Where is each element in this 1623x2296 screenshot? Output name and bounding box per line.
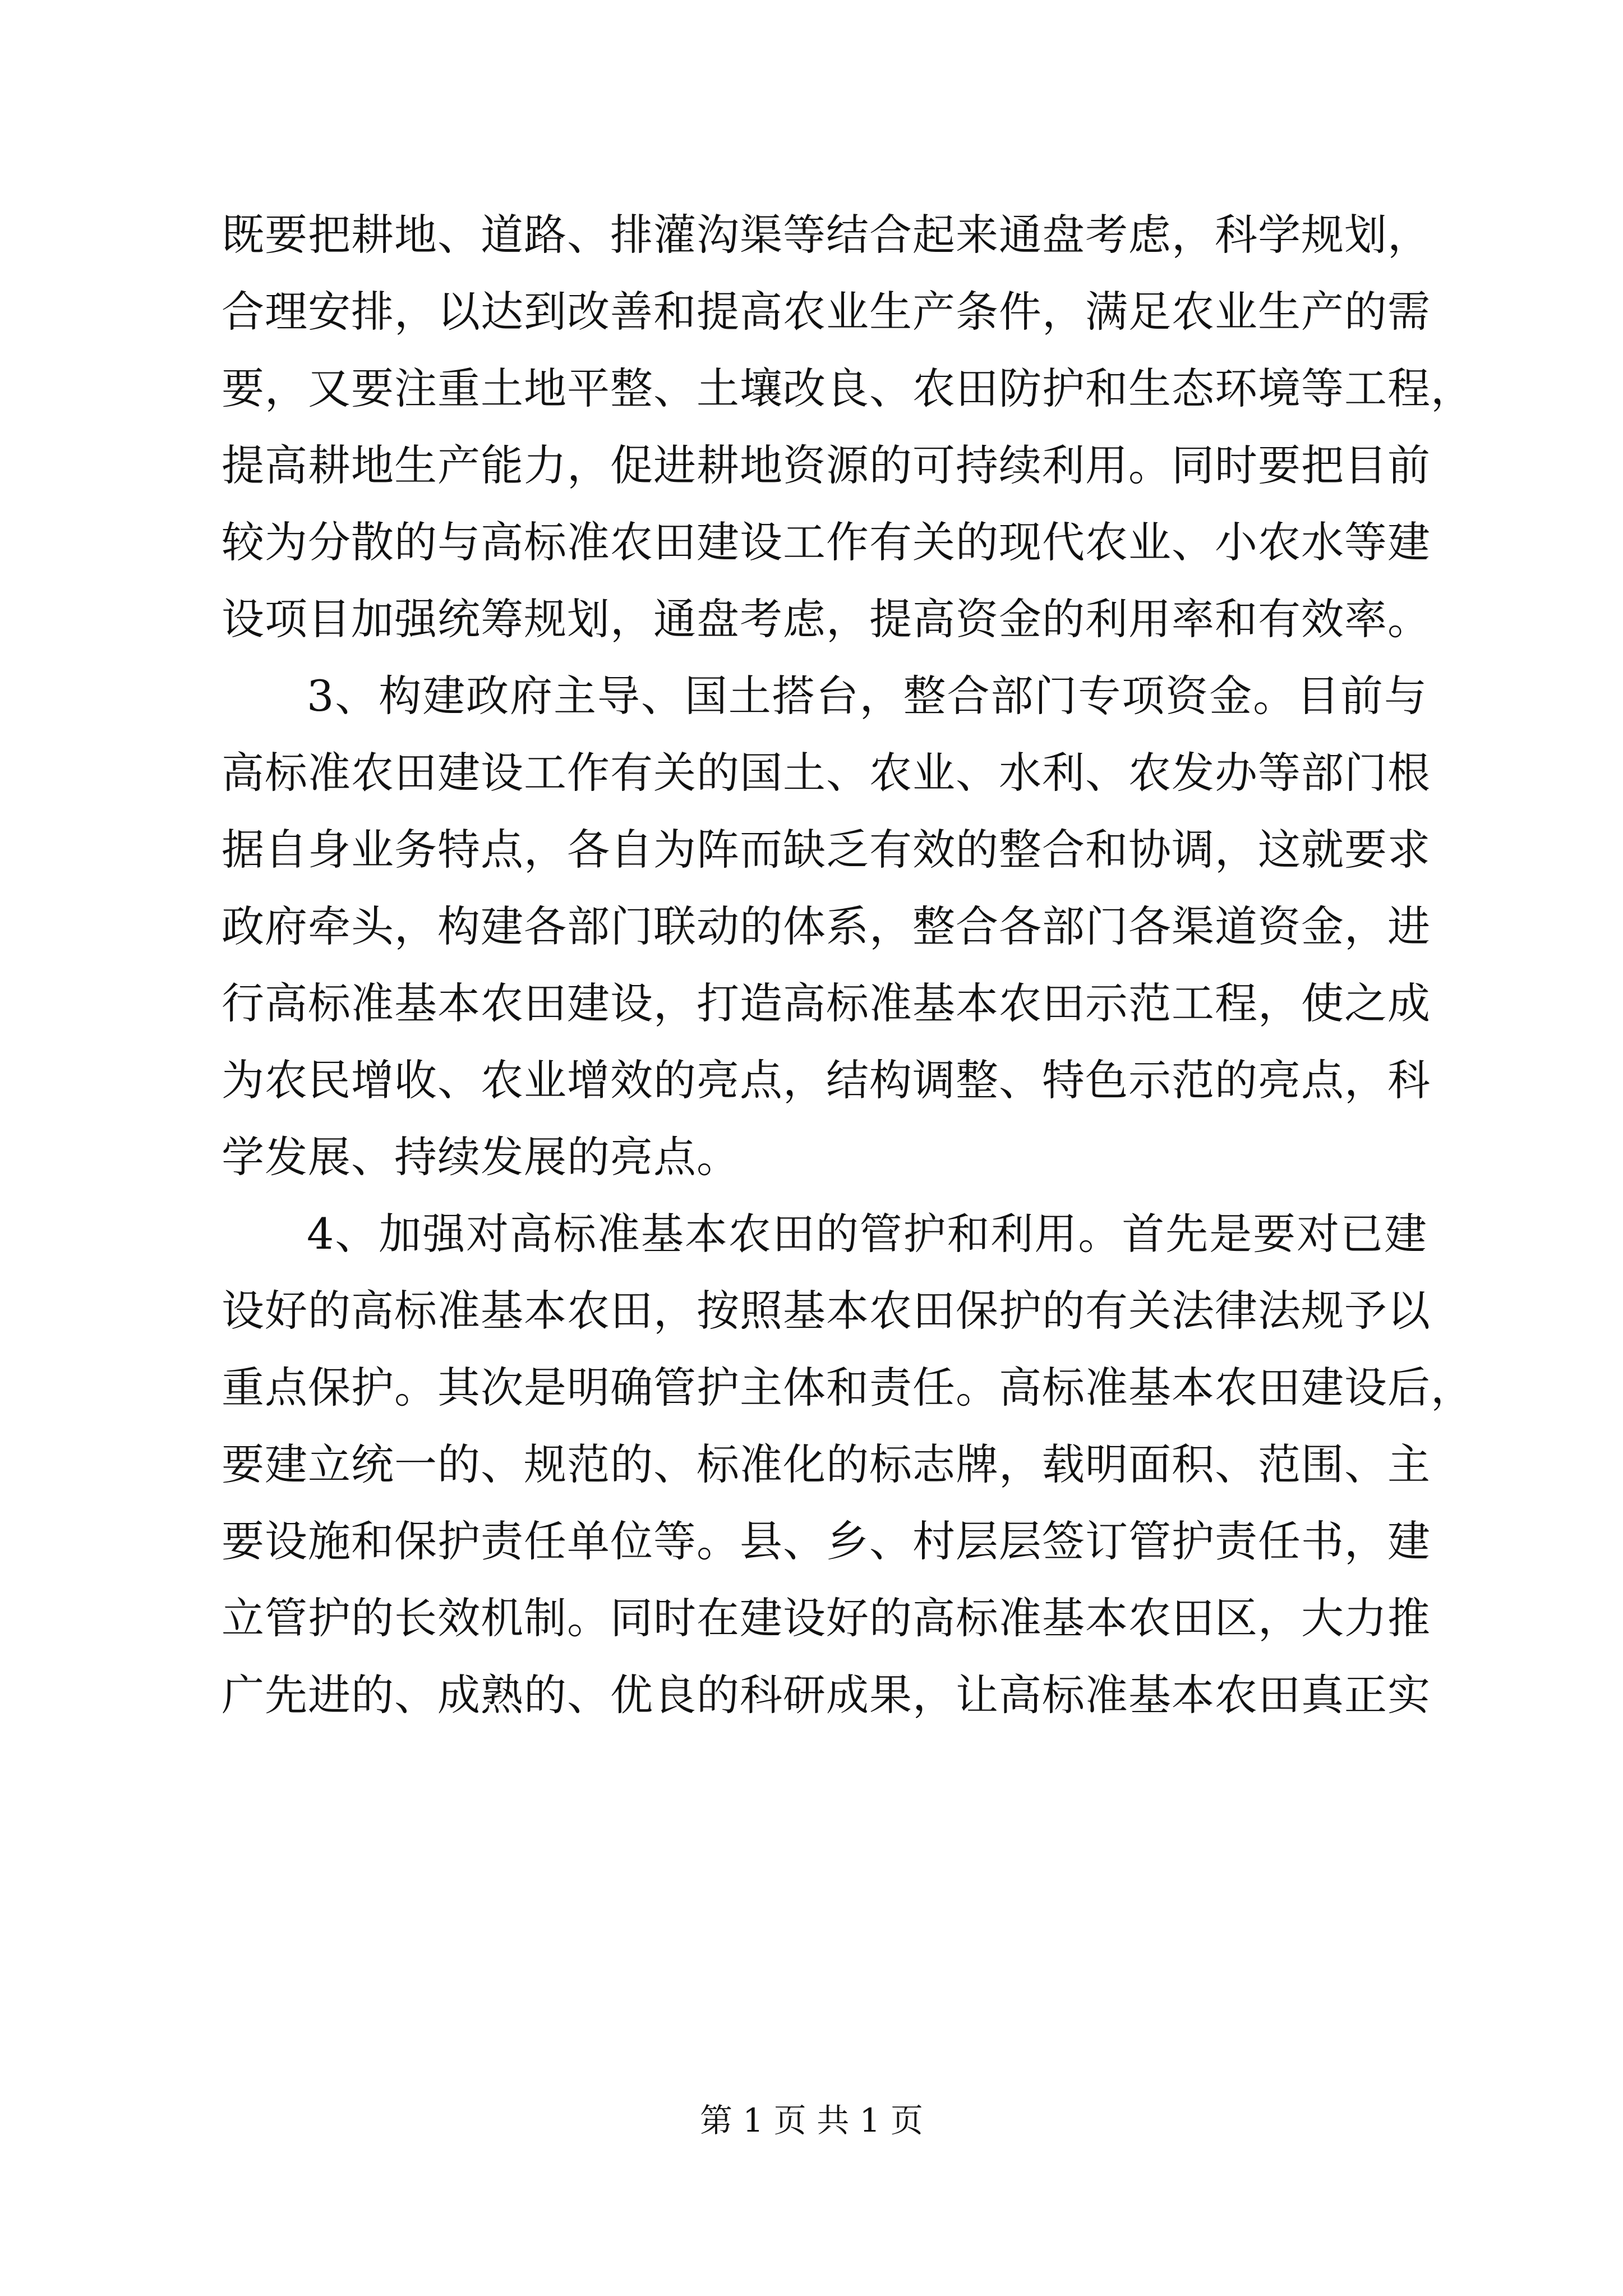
page-number-label: 第 1 页 共 1 页: [700, 2101, 923, 2139]
text-line: 政府牵头，构建各部门联动的体系，整合各部门各渠道资金，进: [222, 901, 1431, 951]
text-line: 较为分散的与高标准农田建设工作有关的现代农业、小农水等建: [222, 517, 1431, 567]
text-line: 广先进的、成熟的、优良的科研成果，让高标准基本农田真正实: [222, 1670, 1431, 1720]
text-line: 设好的高标准基本农田，按照基本农田保护的有关法律法规予以: [222, 1286, 1431, 1336]
text-line: 合理安排，以达到改善和提高农业生产条件，满足农业生产的需: [222, 287, 1431, 337]
text-line: 重点保护。其次是明确管护主体和责任。高标准基本农田建设后，: [222, 1363, 1474, 1412]
body-text: [222, 196, 1474, 1733]
text-line: 要，又要注重土地平整、土壤改良、农田防护和生态环境等工程，: [222, 364, 1474, 413]
page-footer: [0, 2101, 1623, 2140]
text-line: 据自身业务特点，各自为阵而缺乏有效的整合和协调，这就要求: [222, 825, 1431, 875]
text-line: 既要把耕地、道路、排灌沟渠等结合起来通盘考虑，科学规划，: [222, 210, 1431, 260]
paragraph-4-start: 4、加强对高标准基本农田的管护和利用。首先是要对已建: [307, 1209, 1427, 1259]
text-line: 高标准农田建设工作有关的国土、农业、水利、农发办等部门根: [222, 748, 1431, 798]
text-line: 立管护的长效机制。同时在建设好的高标准基本农田区，大力推: [222, 1593, 1431, 1643]
text-line: 为农民增收、农业增效的亮点，结构调整、特色示范的亮点，科: [222, 1055, 1431, 1105]
text-line: 要设施和保护责任单位等。县、乡、村层层签订管护责任书，建: [222, 1516, 1431, 1566]
paragraph-3-start: 3、构建政府主导、国土搭台，整合部门专项资金。目前与: [307, 671, 1427, 721]
text-line: 要建立统一的、规范的、标准化的标志牌，载明面积、范围、主: [222, 1439, 1431, 1489]
text-line: 行高标准基本农田建设，打造高标准基本农田示范工程，使之成: [222, 978, 1431, 1028]
text-line: 学发展、持续发展的亮点。: [222, 1132, 740, 1182]
text-line: 设项目加强统筹规划，通盘考虑，提高资金的利用率和有效率。: [222, 594, 1431, 644]
text-line: 提高耕地生产能力，促进耕地资源的可持续利用。同时要把目前: [222, 440, 1431, 490]
